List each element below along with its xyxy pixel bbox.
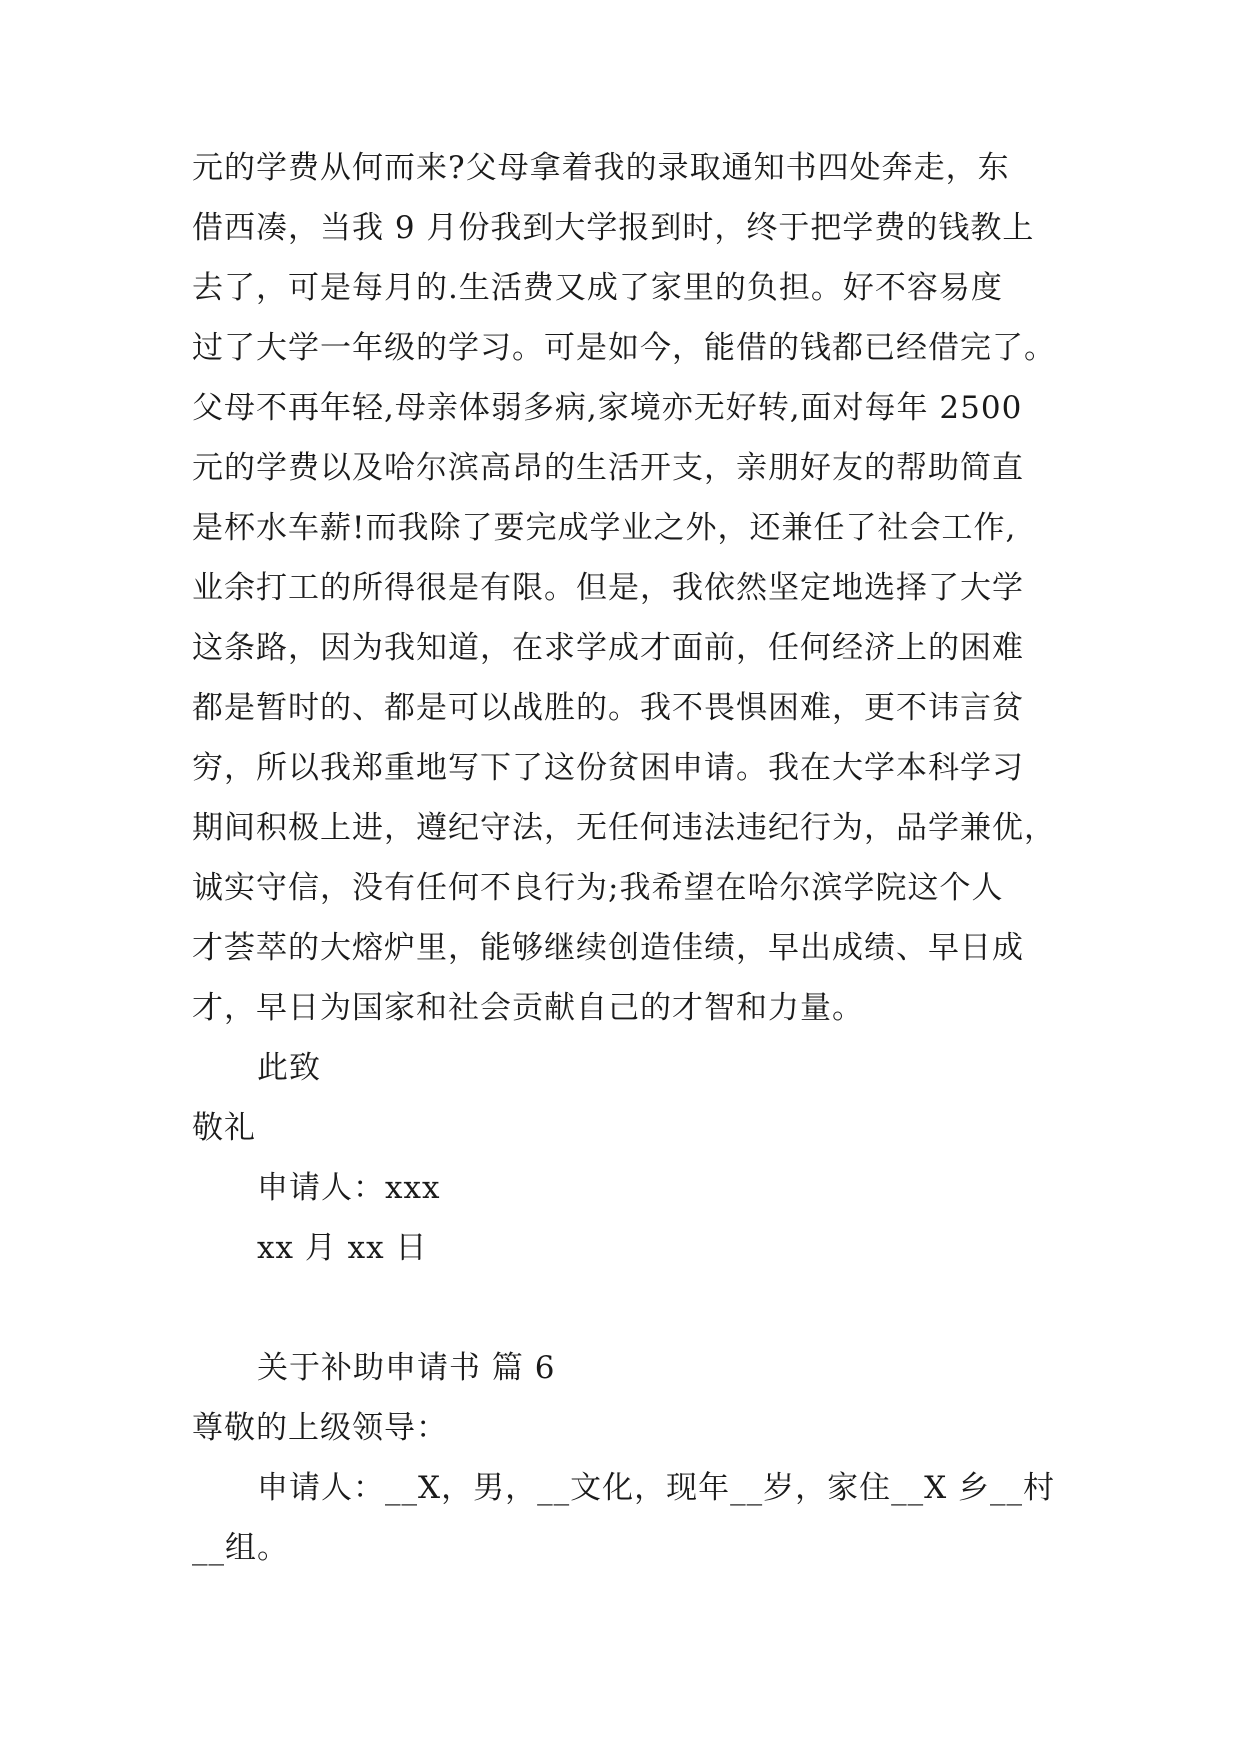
section-title: 关于补助申请书 篇 6 (257, 1350, 556, 1386)
paragraph-line: 是杯水车薪!而我除了要完成学业之外，还兼任了社会工作, (192, 510, 1017, 546)
applicant-intro-line: __组。 (192, 1530, 289, 1566)
paragraph-line: 借西凑，当我 9 月份我到大学报到时，终于把学费的钱教上 (192, 210, 1035, 246)
paragraph-line: 才，早日为国家和社会贡献自己的才智和力量。 (192, 990, 864, 1026)
paragraph-line: 才荟萃的大熔炉里，能够继续创造佳绩，早出成绩、早日成 (192, 930, 1024, 966)
paragraph-line: 元的学费从何而来?父母拿着我的录取通知书四处奔走，东 (192, 150, 1010, 186)
paragraph-line: 过了大学一年级的学习。可是如今，能借的钱都已经借完了。 (192, 330, 1056, 366)
greeting-text: 尊敬的上级领导： (192, 1410, 448, 1446)
paragraph-line: 业余打工的所得很是有限。但是，我依然坚定地选择了大学 (192, 570, 1024, 606)
paragraph-line: 父母不再年轻,母亲体弱多病,家境亦无好转,面对每年 2500 (192, 390, 1023, 426)
paragraph-line: 元的学费以及哈尔滨高昂的生活开支，亲朋好友的帮助简直 (192, 450, 1024, 486)
paragraph-line: 期间积极上进，遵纪守法，无任何违法违纪行为，品学兼优， (192, 810, 1056, 846)
paragraph-line: 去了，可是每月的.生活费又成了家里的负担。好不容易度 (192, 270, 1003, 306)
paragraph-line: 这条路，因为我知道，在求学成才面前，任何经济上的困难 (192, 630, 1024, 666)
signature-date: xx 月 xx 日 (257, 1230, 428, 1266)
paragraph-line: 穷，所以我郑重地写下了这份贫困申请。我在大学本科学习 (192, 750, 1024, 786)
paragraph-line: 诚实守信，没有任何不良行为;我希望在哈尔滨学院这个人 (192, 870, 1004, 906)
salute-text: 敬礼 (192, 1110, 256, 1146)
applicant-signature: 申请人：xxx (257, 1170, 441, 1206)
applicant-intro-line: 申请人：__X，男，__文化，现年__岁，家住__X 乡__村 (257, 1470, 1055, 1506)
closing-text: 此致 (257, 1050, 321, 1086)
paragraph-line: 都是暂时的、都是可以战胜的。我不畏惧困难，更不讳言贫 (192, 690, 1024, 726)
